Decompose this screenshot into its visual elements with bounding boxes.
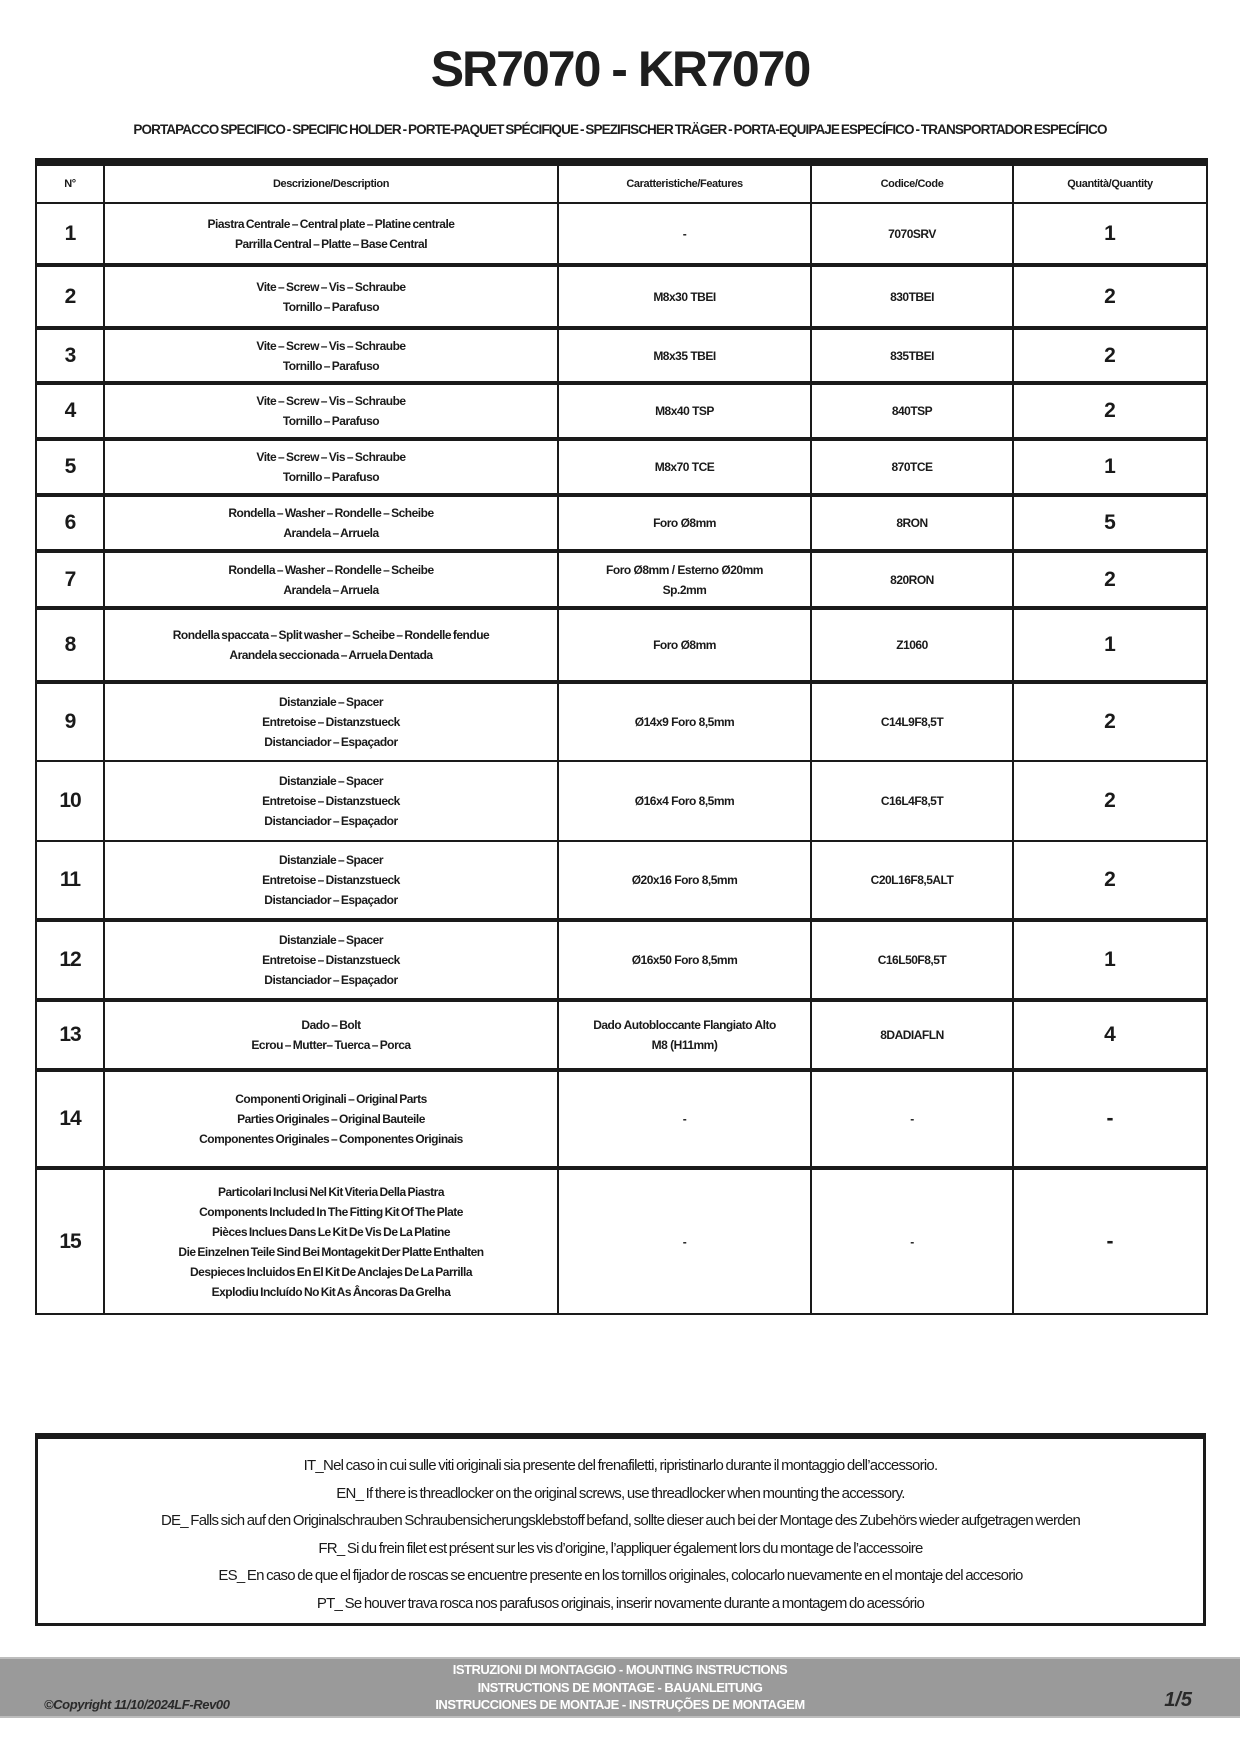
item-number: 4 (36, 383, 104, 439)
features-line: Ø14x9 Foro 8,5mm (634, 715, 735, 729)
header-quantity: Quantità/Quantity (1013, 162, 1207, 203)
item-quantity: 4 (1013, 1000, 1207, 1070)
item-description (104, 383, 558, 439)
item-features (558, 1070, 811, 1168)
description-line: Vite – Screw – Vis – Schraube (256, 279, 406, 294)
item-features (558, 328, 811, 383)
item-features (558, 203, 811, 265)
description-line: Rondella – Washer – Rondelle – Scheibe (228, 506, 434, 520)
item-number: 13 (36, 1000, 104, 1070)
header-num: N° (36, 162, 104, 203)
item-code: 870TCE (811, 439, 1013, 495)
item-description (104, 920, 558, 1000)
item-code: Z1060 (811, 608, 1013, 682)
item-quantity: 2 (1013, 328, 1207, 383)
item-description (104, 328, 558, 383)
item-quantity: 2 (1013, 551, 1207, 608)
page-number: 1/5 (1164, 1689, 1192, 1711)
description-line: Entretoise – Distanzstueck (262, 715, 400, 729)
footer-bar (0, 1657, 1240, 1718)
item-code: 820RON (811, 551, 1013, 608)
features-line: Ø16x50 Foro 8,5mm (631, 953, 738, 967)
features-line: Ø20x16 Foro 8,5mm (631, 873, 738, 887)
item-description (104, 841, 558, 920)
item-features (558, 551, 811, 608)
item-number: 14 (36, 1070, 104, 1168)
item-features (558, 841, 811, 920)
footer-title-line: INSTRUCCIONES DE MONTAJE - INSTRUÇÕES DE MONTAGEM (435, 1697, 805, 1712)
features-line: M8x70 TCE (654, 460, 715, 474)
features-line: Foro Ø8mm / Esterno Ø20mm (606, 562, 763, 577)
features-line: Foro Ø8mm (653, 516, 716, 530)
description-line: Vite – Screw – Vis – Schraube (256, 338, 406, 353)
note-en: EN_ If there is threadlocker on the original screws, use threadlocker when mounting the accessory. (336, 1484, 905, 1502)
item-number: 6 (36, 495, 104, 551)
item-quantity: - (1013, 1168, 1207, 1314)
item-code: C20L16F8,5ALT (811, 841, 1013, 920)
parts-table (35, 158, 1208, 1315)
item-description (104, 1000, 558, 1070)
item-number: 15 (36, 1168, 104, 1314)
note-pt: PT_ Se houver trava rosca nos parafusos originais, inserir novamente durante a montagem do acessório (316, 1594, 925, 1612)
header-description: Descrizione/Description (104, 162, 558, 203)
description-line: Distanciador – Espaçador (264, 814, 398, 828)
item-features (558, 682, 811, 761)
item-description (104, 682, 558, 761)
document-subtitle: PORTAPACCO SPECIFICO - SPECIFIC HOLDER - PORTE-PAQUET SPÉCIFIQUE - SPEZIFISCHER TRÄGER - PORTA-EQUIPAJE ESPECÍFICO - TRANSPORTADOR ESPECÍFICO (133, 122, 1107, 137)
item-code: 830TBEI (811, 265, 1013, 328)
table-row (36, 203, 1207, 265)
description-line: Tornillo – Parafuso (282, 299, 380, 314)
description-line: Pièces Inclues Dans Le Kit De Vis De La Platine (211, 1224, 451, 1239)
description-line: Piastra Centrale – Central plate – Platine centrale (207, 216, 455, 231)
features-line: Dado Autobloccante Flangiato Alto (593, 1018, 776, 1032)
document-title: SR7070 - KR7070 (430, 41, 810, 97)
table-row (36, 551, 1207, 608)
note-de: DE_ Falls sich auf den Originalschrauben Schraubensicherungsklebstoff befand, sollte dieser auch bei der Montage des Zubehörs wieder aufgetragen werden (160, 1512, 1081, 1529)
item-features (558, 495, 811, 551)
table-row (36, 328, 1207, 383)
item-description (104, 608, 558, 682)
description-line: Explodiu Incluído No Kit As Âncoras Da Grelha (211, 1284, 451, 1299)
item-quantity: 2 (1013, 682, 1207, 761)
item-description (104, 265, 558, 328)
item-description (104, 1070, 558, 1168)
description-line: Componentes Originales – Componentes Originais (199, 1132, 463, 1146)
note-fr: FR_ Si du frein filet est présent sur les vis d’origine, l’appliquer également lors du montage de l’accessoire (318, 1539, 923, 1557)
item-number: 8 (36, 608, 104, 682)
item-description (104, 551, 558, 608)
item-features (558, 761, 811, 841)
description-line: Parties Originales – Original Bauteile (237, 1112, 425, 1126)
description-line: Die Einzelnen Teile Sind Bei Montagekit Der Platte Enthalten (178, 1244, 484, 1259)
item-code: - (811, 1070, 1013, 1168)
description-line: Distanziale – Spacer (278, 933, 384, 947)
item-quantity: 2 (1013, 265, 1207, 328)
item-number: 12 (36, 920, 104, 1000)
description-line: Componenti Originali – Original Parts (235, 1092, 427, 1106)
description-line: Entretoise – Distanzstueck (262, 794, 400, 808)
item-features (558, 439, 811, 495)
item-code: C14L9F8,5T (811, 682, 1013, 761)
description-line: Tornillo – Parafuso (282, 358, 380, 373)
table-row (36, 761, 1207, 841)
description-line: Tornillo – Parafuso (282, 470, 380, 484)
description-line: Particolari Inclusi Nel Kit Viteria Della Piastra (217, 1184, 445, 1199)
item-number: 7 (36, 551, 104, 608)
description-line: Entretoise – Distanzstueck (262, 873, 400, 887)
item-number: 5 (36, 439, 104, 495)
table-row (36, 1070, 1207, 1168)
table-body (36, 203, 1207, 1314)
features-line: Ø16x4 Foro 8,5mm (634, 794, 735, 808)
description-line: Rondella – Washer – Rondelle – Scheibe (228, 562, 434, 577)
description-line: Arandela – Arruela (283, 526, 379, 540)
description-line: Entretoise – Distanzstueck (262, 953, 400, 967)
item-code: C16L50F8,5T (811, 920, 1013, 1000)
features-line: - (682, 1234, 687, 1249)
note-es: ES_ En caso de que el fijador de roscas se encuentre presente en los tornillos originales, colocarlo nuevamente en el montaje del accesorio (218, 1567, 1023, 1584)
features-line: - (682, 226, 687, 241)
item-description (104, 495, 558, 551)
item-description (104, 761, 558, 841)
table-row (36, 265, 1207, 328)
item-code: C16L4F8,5T (811, 761, 1013, 841)
threadlocker-notes (35, 1433, 1206, 1626)
item-number: 3 (36, 328, 104, 383)
description-line: Ecrou – Mutter– Tuerca – Porca (251, 1038, 411, 1052)
item-number: 10 (36, 761, 104, 841)
item-code: 835TBEI (811, 328, 1013, 383)
item-features (558, 608, 811, 682)
description-line: Arandela seccionada – Arruela Dentada (229, 648, 433, 662)
description-line: Distanciador – Espaçador (264, 893, 398, 907)
item-quantity: 5 (1013, 495, 1207, 551)
item-code: 840TSP (811, 383, 1013, 439)
description-line: Parrilla Central – Platte – Base Central (234, 236, 428, 251)
item-quantity: - (1013, 1070, 1207, 1168)
footer-title-line: ISTRUZIONI DI MONTAGGIO - MOUNTING INSTRUCTIONS (452, 1662, 788, 1677)
item-number: 9 (36, 682, 104, 761)
description-line: Distanziale – Spacer (278, 853, 384, 867)
description-line: Vite – Screw – Vis – Schraube (256, 450, 406, 464)
header-code: Codice/Code (811, 162, 1013, 203)
item-description (104, 203, 558, 265)
item-code: 7070SRV (811, 203, 1013, 265)
description-line: Distanciador – Espaçador (264, 735, 398, 749)
item-description (104, 439, 558, 495)
features-line: M8 (H11mm) (651, 1038, 718, 1052)
item-description (104, 1168, 558, 1314)
table-row (36, 608, 1207, 682)
header-features: Caratteristiche/Features (558, 162, 811, 203)
description-line: Arandela – Arruela (283, 582, 379, 597)
item-quantity: 1 (1013, 608, 1207, 682)
item-features (558, 265, 811, 328)
item-quantity: 1 (1013, 203, 1207, 265)
description-line: Dado – Bolt (301, 1018, 361, 1032)
features-line: M8x30 TBEI (653, 289, 716, 304)
table-header-row (36, 162, 1207, 203)
item-quantity: 1 (1013, 439, 1207, 495)
item-code: 8DADIAFLN (811, 1000, 1013, 1070)
table-row (36, 682, 1207, 761)
features-line: Foro Ø8mm (653, 638, 716, 652)
note-it: IT_Nel caso in cui sulle viti originali sia presente del frenafiletti, ripristinarlo durante il montaggio dell’accessorio. (303, 1457, 938, 1474)
copyright-text: ©Copyright 11/10/2024LF-Rev00 (44, 1697, 230, 1712)
table-row (36, 439, 1207, 495)
table-row (36, 841, 1207, 920)
features-line: M8x35 TBEI (653, 348, 716, 363)
footer-titles (340, 1661, 900, 1714)
features-line: - (682, 1112, 687, 1126)
description-line: Distanziale – Spacer (278, 774, 384, 788)
table-row (36, 383, 1207, 439)
description-line: Vite – Screw – Vis – Schraube (256, 394, 406, 408)
item-code: 8RON (811, 495, 1013, 551)
description-line: Despieces Incluidos En El Kit De Anclajes De La Parrilla (189, 1264, 472, 1279)
item-number: 2 (36, 265, 104, 328)
item-features (558, 920, 811, 1000)
item-features (558, 1000, 811, 1070)
table-row (36, 920, 1207, 1000)
item-code: - (811, 1168, 1013, 1314)
description-line: Distanciador – Espaçador (264, 973, 398, 987)
features-line: M8x40 TSP (655, 404, 714, 418)
table-row (36, 1168, 1207, 1314)
item-quantity: 2 (1013, 841, 1207, 920)
item-number: 1 (36, 203, 104, 265)
table-row (36, 1000, 1207, 1070)
description-line: Components Included In The Fitting Kit Of The Plate (199, 1204, 463, 1219)
description-line: Distanziale – Spacer (278, 695, 384, 709)
description-line: Rondella spaccata – Split washer – Scheibe – Rondelle fendue (172, 628, 490, 642)
item-quantity: 2 (1013, 383, 1207, 439)
item-quantity: 2 (1013, 761, 1207, 841)
item-number: 11 (36, 841, 104, 920)
description-line: Tornillo – Parafuso (282, 414, 380, 428)
item-features (558, 383, 811, 439)
item-features (558, 1168, 811, 1314)
table-row (36, 495, 1207, 551)
item-quantity: 1 (1013, 920, 1207, 1000)
features-line: Sp.2mm (662, 582, 707, 597)
footer-title-line: INSTRUCTIONS DE MONTAGE - BAUANLEITUNG (477, 1679, 763, 1695)
